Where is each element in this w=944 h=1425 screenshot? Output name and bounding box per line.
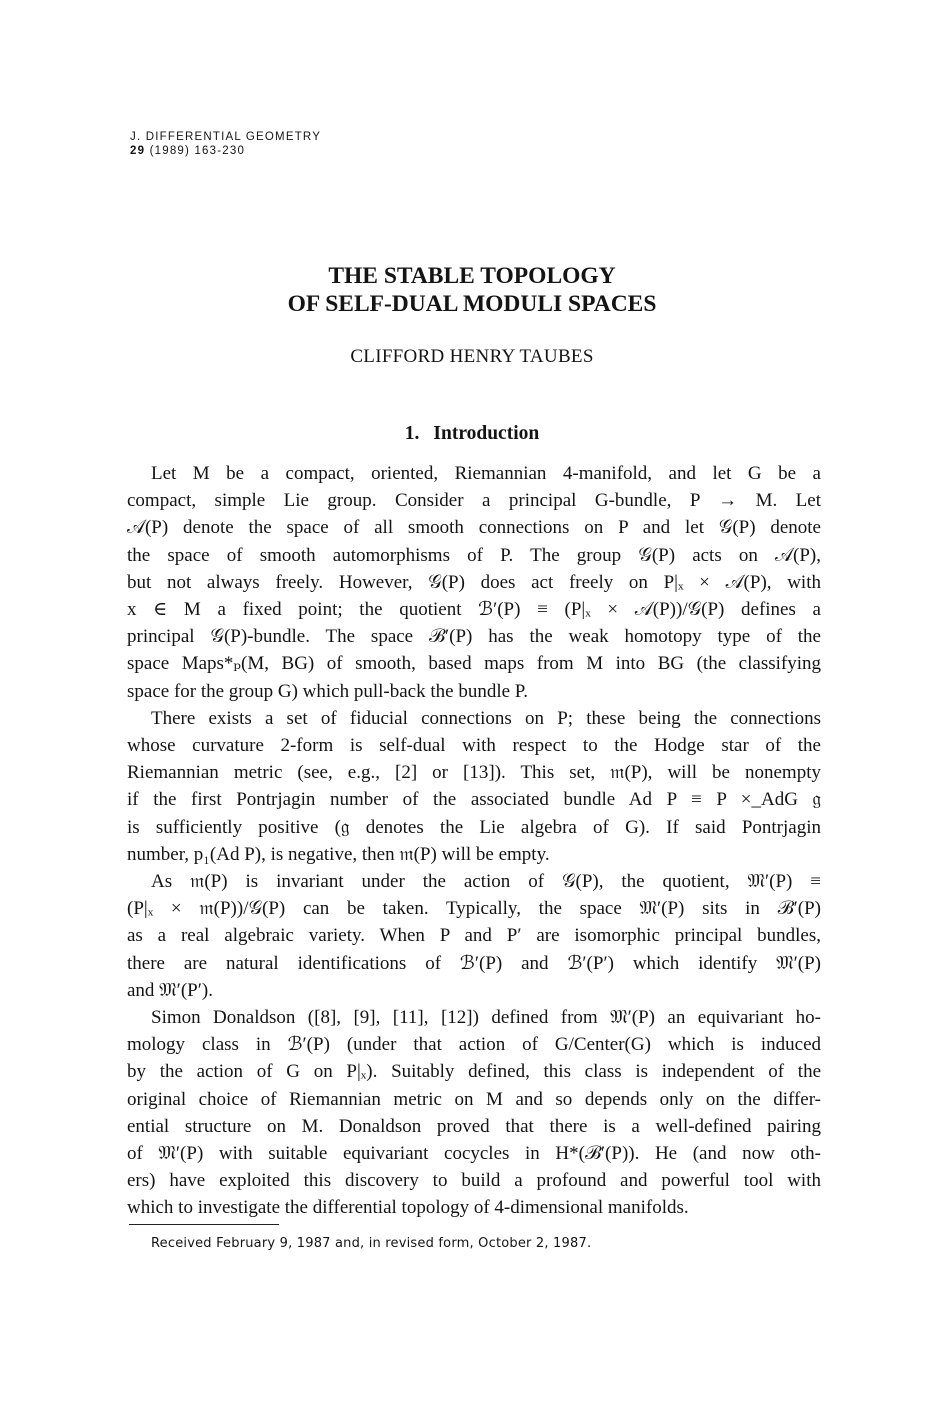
text-line: if the first Pontrjagin number of the associated bundle Ad P ≡ P ×_AdG 𝔤 (127, 789, 821, 811)
section-number: 1. (404, 423, 420, 444)
volume-info (130, 144, 321, 158)
title-line-2: OF SELF-DUAL MODULI SPACES (287, 291, 657, 317)
paragraph-3 (127, 868, 821, 1004)
section-heading (0, 423, 944, 445)
text-line: whose curvature 2-form is self-dual with respect to the Hodge star of the (127, 735, 821, 757)
journal-name: J. DIFFERENTIAL GEOMETRY (130, 131, 322, 143)
author-name: CLIFFORD HENRY TAUBES (350, 346, 594, 367)
text-line: ential structure on M. Donaldson proved that there is a well-defined pairing (127, 1115, 821, 1137)
text-line: there are natural identifications of ℬ′(P) and ℬ′(P′) which identify 𝔐′(P) (127, 952, 821, 974)
paragraph-2 (127, 705, 821, 868)
text-line: space Maps*ₚ(M, BG) of smooth, based maps from M into BG (the classifying (127, 653, 821, 675)
text-line: space for the group G) which pull-back the bundle P. (127, 680, 529, 702)
footnote-rule (129, 1224, 279, 1225)
text-line: 𝒜(P) denote the space of all smooth connections on P and let 𝒢(P) denote (127, 517, 821, 539)
issue-pages: (1989) 163-230 (149, 145, 246, 157)
text-line: of 𝔐′(P) with suitable equivariant cocycles in H*(ℬ′(P)). He (and now oth- (127, 1143, 821, 1165)
text-line: which to investigate the differential topology of 4-dimensional manifolds. (127, 1197, 689, 1219)
paper-title (0, 262, 944, 318)
text-line: and 𝔐′(P′). (127, 979, 213, 1001)
text-line: is sufficiently positive (𝔤 denotes the Lie algebra of G). If said Pontrjagin (127, 816, 821, 838)
text-line: compact, simple Lie group. Consider a principal G-bundle, P → M. Let (127, 490, 821, 512)
footnote: Received February 9, 1987 and, in revised form, October 2, 1987. (151, 1236, 592, 1251)
title-line-1: THE STABLE TOPOLOGY (328, 263, 616, 289)
text-line: As 𝔪(P) is invariant under the action of 𝒢(P), the quotient, 𝔐′(P) ≡ (151, 871, 821, 893)
text-line: There exists a set of fiducial connections on P; these being the connections (151, 707, 821, 729)
text-line: number, p₁(Ad P), is negative, then 𝔪(P) will be empty. (127, 843, 550, 865)
text-line: original choice of Riemannian metric on M and so depends only on the differ- (127, 1088, 821, 1110)
paragraph-4 (127, 1004, 821, 1222)
text-line: (P|ₓ × 𝔪(P))/𝒢(P) can be taken. Typically, the space 𝔐′(P) sits in ℬ′(P) (127, 898, 821, 920)
text-line: but not always freely. However, 𝒢(P) does act freely on P|ₓ × 𝒜(P), with (127, 571, 821, 593)
section-title: Introduction (433, 423, 540, 444)
text-line: principal 𝒢(P)-bundle. The space ℬ′(P) has the weak homotopy type of the (127, 626, 821, 648)
body-text (127, 460, 821, 1222)
paragraph-1 (127, 460, 821, 705)
text-line: Simon Donaldson ([8], [9], [11], [12]) defined from 𝔐′(P) an equivariant ho- (151, 1007, 821, 1029)
text-line: ers) have exploited this discovery to build a profound and powerful tool with (127, 1170, 821, 1192)
text-line: Let M be a compact, oriented, Riemannian 4-manifold, and let G be a (151, 463, 821, 484)
text-line: x ∈ M a fixed point; the quotient ℬ′(P) ≡ (P|ₓ × 𝒜(P))/𝒢(P) defines a (127, 599, 821, 621)
text-line: the space of smooth automorphisms of P. The group 𝒢(P) acts on 𝒜(P), (127, 544, 821, 566)
journal-header (130, 130, 321, 158)
text-line: as a real algebraic variety. When P and P′ are isomorphic principal bundles, (127, 925, 821, 947)
volume-number: 29 (130, 145, 146, 157)
text-line: mology class in ℬ′(P) (under that action of G/Center(G) which is induced (127, 1034, 821, 1056)
text-line: by the action of G on P|ₓ). Suitably defined, this class is independent of the (127, 1061, 821, 1083)
text-line: Riemannian metric (see, e.g., [2] or [13]). This set, 𝔪(P), will be nonempty (127, 762, 821, 784)
